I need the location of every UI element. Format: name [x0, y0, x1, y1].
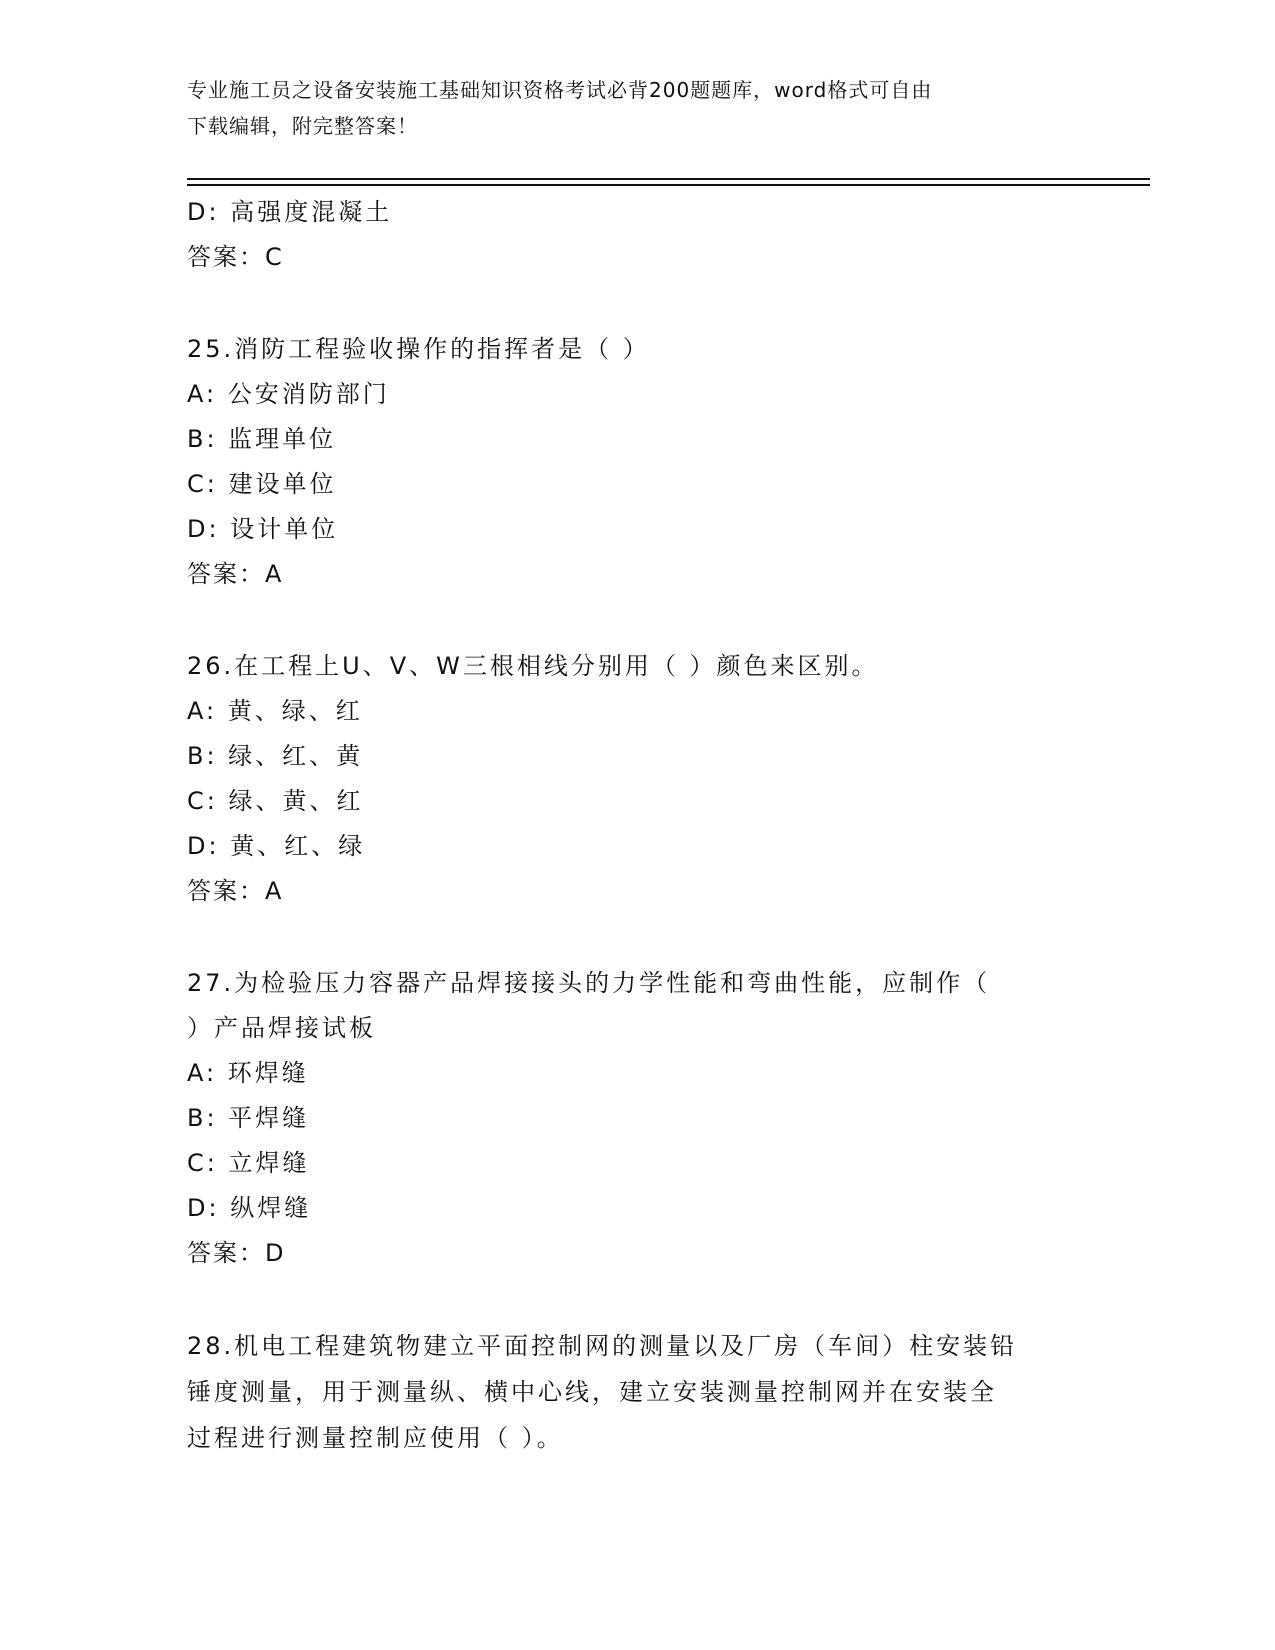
question-text-line-1: 28.机电工程建筑物建立平面控制网的测量以及厂房（车间）柱安装铅 [187, 1332, 1018, 1360]
option-c: C: 立焊缝 [187, 1149, 310, 1177]
option-b: B: 绿、红、黄 [187, 742, 364, 770]
header-title-line-1: 专业施工员之设备安装施工基础知识资格考试必背200题题库，word格式可自由 [187, 78, 933, 102]
option-d: D: 纵焊缝 [187, 1194, 312, 1222]
question-24-tail [187, 190, 1087, 280]
question-26 [187, 644, 1087, 914]
answer-label: 答案：A [187, 560, 284, 588]
question-25 [187, 327, 1087, 597]
answer-label: 答案：D [187, 1239, 286, 1267]
option-a: A: 黄、绿、红 [187, 697, 363, 725]
question-text: 26.在工程上U、V、W三根相线分别用（ ）颜色来区别。 [187, 652, 879, 680]
option-a: A: 环焊缝 [187, 1059, 309, 1087]
question-text-line-2: ）产品焊接试板 [187, 1014, 376, 1042]
header-title-line-2: 下载编辑，附完整答案！ [187, 114, 418, 138]
question-text-line-1: 27.为检验压力容器产品焊接接头的力学性能和弯曲性能，应制作（ [187, 969, 991, 997]
answer-label: 答案：A [187, 877, 284, 905]
header-divider-top [187, 178, 1150, 180]
option-d: D: 设计单位 [187, 515, 339, 543]
option-b: B: 监理单位 [187, 425, 337, 453]
question-28 [187, 1323, 1087, 1461]
option-b: B: 平焊缝 [187, 1104, 310, 1132]
spacer [187, 280, 1087, 327]
document-header [187, 72, 1087, 144]
option-c: C: 绿、黄、红 [187, 787, 364, 815]
question-text-line-3: 过程进行测量控制应使用（ ）。 [187, 1424, 564, 1452]
answer-label: 答案：C [187, 243, 284, 271]
question-text-line-2: 锤度测量，用于测量纵、横中心线，建立安装测量控制网并在安装全 [187, 1378, 997, 1406]
spacer [187, 914, 1087, 961]
spacer [187, 597, 1087, 644]
question-27 [187, 961, 1087, 1276]
spacer [187, 1276, 1087, 1323]
option-d: D: 黄、红、绿 [187, 832, 366, 860]
header-divider-bottom [187, 184, 1150, 186]
option-d: D: 高强度混凝土 [187, 198, 393, 226]
question-list [187, 190, 1087, 1461]
option-c: C: 建设单位 [187, 470, 337, 498]
question-text: 25.消防工程验收操作的指挥者是（ ） [187, 335, 650, 363]
option-a: A: 公安消防部门 [187, 380, 390, 408]
